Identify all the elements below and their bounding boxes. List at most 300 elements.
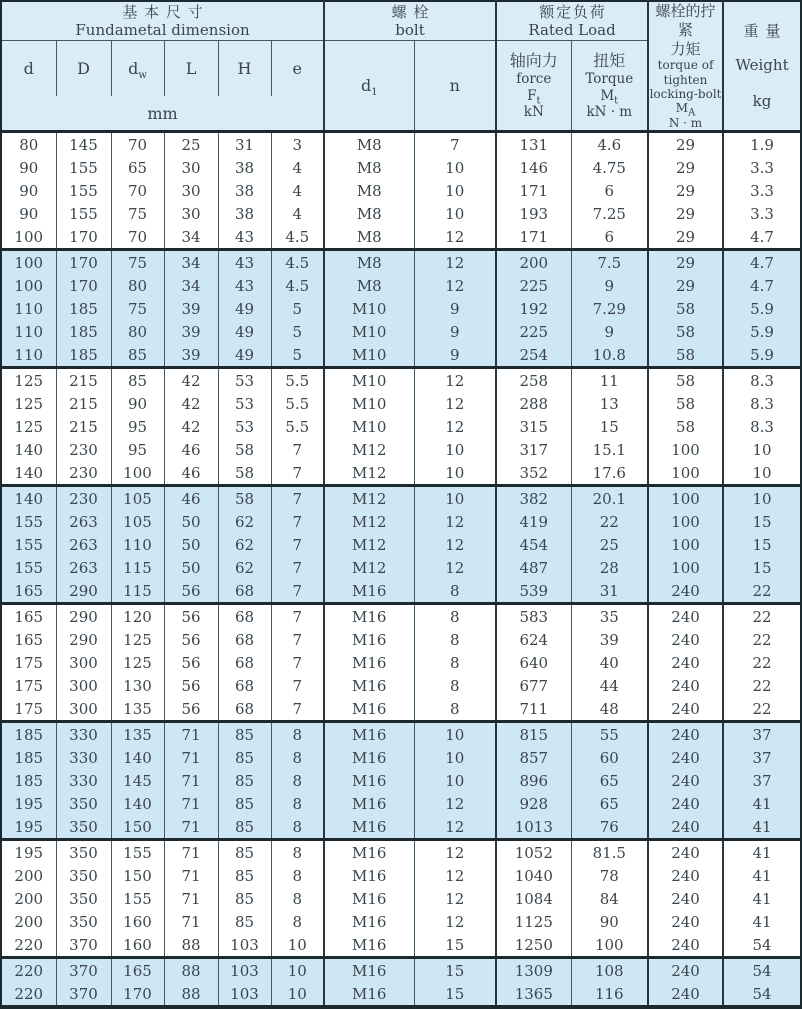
cell: 37 <box>723 769 801 792</box>
cell: 125 <box>111 628 164 651</box>
cell: 103 <box>218 982 271 1007</box>
cell: 10 <box>414 722 496 747</box>
cell: 22 <box>571 510 648 533</box>
cell: 4.75 <box>571 156 648 179</box>
cell: 240 <box>648 722 723 747</box>
cell: 1125 <box>496 910 571 933</box>
cell: 185 <box>1 722 56 747</box>
cell: 12 <box>414 225 496 250</box>
cell: 39 <box>164 343 218 368</box>
cell: 103 <box>218 958 271 983</box>
cell: 7 <box>271 674 324 697</box>
cell: 70 <box>111 132 164 157</box>
cell: 7 <box>271 628 324 651</box>
cell: 350 <box>56 815 111 840</box>
cell: 43 <box>218 225 271 250</box>
table-row <box>1 438 801 461</box>
cell: 7.5 <box>571 250 648 275</box>
cell: 29 <box>648 179 723 202</box>
cell: 7 <box>271 579 324 604</box>
cell: 37 <box>723 722 801 747</box>
cell: 105 <box>111 510 164 533</box>
cell: 125 <box>111 651 164 674</box>
cell: 135 <box>111 722 164 747</box>
cell: 4.7 <box>723 274 801 297</box>
cell: 4.5 <box>271 274 324 297</box>
cell: 8 <box>271 910 324 933</box>
table-row <box>1 769 801 792</box>
cell: M8 <box>324 132 414 157</box>
cell: 120 <box>111 604 164 629</box>
cell: 125 <box>1 368 56 393</box>
cell: M8 <box>324 250 414 275</box>
cell: 12 <box>414 533 496 556</box>
cell: 140 <box>111 792 164 815</box>
cell: 1013 <box>496 815 571 840</box>
col-H: H <box>218 41 271 97</box>
cell: 46 <box>164 461 218 486</box>
cell: 100 <box>648 556 723 579</box>
cell: 12 <box>414 792 496 815</box>
cell: 5.9 <box>723 343 801 368</box>
cell: 12 <box>414 887 496 910</box>
cell: 22 <box>723 579 801 604</box>
cell: 30 <box>164 156 218 179</box>
cell: 315 <box>496 415 571 438</box>
cell: 130 <box>111 674 164 697</box>
cell: 3.3 <box>723 156 801 179</box>
cell: 1052 <box>496 840 571 865</box>
header-bolt-zh: 螺栓 <box>391 2 436 21</box>
cell: 30 <box>164 202 218 225</box>
cell: 85 <box>218 722 271 747</box>
cell: 370 <box>56 933 111 958</box>
cell: 68 <box>218 697 271 722</box>
col-D: D <box>56 41 111 97</box>
cell: 125 <box>1 392 56 415</box>
table-row <box>1 933 801 958</box>
table-row <box>1 202 801 225</box>
cell: M16 <box>324 958 414 983</box>
table-row <box>1 982 801 1007</box>
cell: 100 <box>1 225 56 250</box>
cell: 58 <box>648 415 723 438</box>
cell: 5.5 <box>271 368 324 393</box>
cell: 857 <box>496 746 571 769</box>
cell: 487 <box>496 556 571 579</box>
cell: 22 <box>723 674 801 697</box>
cell: M16 <box>324 651 414 674</box>
cell: 193 <box>496 202 571 225</box>
cell: 9 <box>414 297 496 320</box>
cell: 85 <box>218 815 271 840</box>
cell: M16 <box>324 864 414 887</box>
cell: 15 <box>723 510 801 533</box>
cell: 200 <box>1 864 56 887</box>
table-row <box>1 486 801 511</box>
cell: M16 <box>324 697 414 722</box>
cell: 7 <box>271 510 324 533</box>
cell: 165 <box>1 628 56 651</box>
cell: M16 <box>324 933 414 958</box>
cell: 75 <box>111 250 164 275</box>
cell: M8 <box>324 179 414 202</box>
cell: 7.29 <box>571 297 648 320</box>
cell: 5.5 <box>271 415 324 438</box>
cell: 370 <box>56 958 111 983</box>
cell: 50 <box>164 533 218 556</box>
cell: 145 <box>56 132 111 157</box>
cell: 11 <box>571 368 648 393</box>
cell: M16 <box>324 722 414 747</box>
cell: M12 <box>324 510 414 533</box>
cell: 71 <box>164 840 218 865</box>
cell: 65 <box>111 156 164 179</box>
cell: 220 <box>1 933 56 958</box>
cell: 8.3 <box>723 392 801 415</box>
cell: 155 <box>1 510 56 533</box>
cell: 62 <box>218 533 271 556</box>
cell: 4.5 <box>271 225 324 250</box>
col-dw: $d_w$ <box>111 41 164 97</box>
cell: 42 <box>164 392 218 415</box>
cell: 88 <box>164 933 218 958</box>
cell: 76 <box>571 815 648 840</box>
table-row <box>1 579 801 604</box>
table-body <box>1 132 801 1008</box>
cell: 155 <box>1 533 56 556</box>
cell: 5 <box>271 343 324 368</box>
col-d1: $d_1$ <box>324 41 414 132</box>
cell: 85 <box>218 746 271 769</box>
cell: M16 <box>324 792 414 815</box>
cell: 110 <box>1 343 56 368</box>
cell: 240 <box>648 864 723 887</box>
cell: 220 <box>1 982 56 1007</box>
cell: 8 <box>414 697 496 722</box>
header-locking-torque-en2: tighten <box>663 72 708 87</box>
cell: 65 <box>571 792 648 815</box>
cell: 44 <box>571 674 648 697</box>
cell: 171 <box>496 225 571 250</box>
cell: 160 <box>111 910 164 933</box>
table-row <box>1 274 801 297</box>
cell: 15.1 <box>571 438 648 461</box>
cell: 71 <box>164 887 218 910</box>
cell: 300 <box>56 697 111 722</box>
cell: 8 <box>271 746 324 769</box>
cell: 15 <box>571 415 648 438</box>
cell: 71 <box>164 792 218 815</box>
cell: M10 <box>324 392 414 415</box>
cell: 7 <box>271 438 324 461</box>
cell: M16 <box>324 840 414 865</box>
cell: 263 <box>56 533 111 556</box>
cell: 195 <box>1 840 56 865</box>
cell: 8 <box>414 579 496 604</box>
cell: 41 <box>723 840 801 865</box>
cell: 7 <box>271 533 324 556</box>
cell: 10.8 <box>571 343 648 368</box>
cell: 56 <box>164 604 218 629</box>
cell: 56 <box>164 579 218 604</box>
cell: 240 <box>648 792 723 815</box>
cell: 12 <box>414 250 496 275</box>
cell: 58 <box>648 392 723 415</box>
cell: 46 <box>164 438 218 461</box>
table-row <box>1 697 801 722</box>
cell: 48 <box>571 697 648 722</box>
cell: 15 <box>414 982 496 1007</box>
cell: 58 <box>648 368 723 393</box>
cell: 108 <box>571 958 648 983</box>
cell: 49 <box>218 297 271 320</box>
cell: 25 <box>571 533 648 556</box>
cell: 539 <box>496 579 571 604</box>
cell: 39 <box>164 297 218 320</box>
cell: 56 <box>164 697 218 722</box>
header-locking-torque-unit: N · m <box>668 115 703 130</box>
table-row <box>1 746 801 769</box>
cell: 90 <box>111 392 164 415</box>
cell: 185 <box>56 343 111 368</box>
cell: 185 <box>56 320 111 343</box>
cell: 42 <box>164 368 218 393</box>
cell: 350 <box>56 840 111 865</box>
cell: 80 <box>1 132 56 157</box>
cell: 290 <box>56 579 111 604</box>
cell: 290 <box>56 628 111 651</box>
cell: 382 <box>496 486 571 511</box>
header-weight-unit: kg <box>752 92 772 111</box>
cell: 53 <box>218 368 271 393</box>
cell: 240 <box>648 982 723 1007</box>
cell: 41 <box>723 792 801 815</box>
cell: M8 <box>324 274 414 297</box>
cell: 9 <box>571 320 648 343</box>
table-row <box>1 792 801 815</box>
cell: 240 <box>648 651 723 674</box>
cell: M8 <box>324 225 414 250</box>
cell: 350 <box>56 910 111 933</box>
cell: 5 <box>271 297 324 320</box>
col-d: d <box>1 41 56 97</box>
cell: 56 <box>164 628 218 651</box>
cell: 12 <box>414 392 496 415</box>
cell: 8 <box>414 628 496 651</box>
cell: 31 <box>218 132 271 157</box>
cell: 46 <box>164 486 218 511</box>
cell: 240 <box>648 674 723 697</box>
cell: M10 <box>324 320 414 343</box>
cell: 100 <box>648 486 723 511</box>
cell: 7 <box>271 556 324 579</box>
cell: 195 <box>1 792 56 815</box>
cell: 29 <box>648 202 723 225</box>
table-row <box>1 392 801 415</box>
table-row <box>1 320 801 343</box>
cell: 288 <box>496 392 571 415</box>
cell: 896 <box>496 769 571 792</box>
cell: 60 <box>571 746 648 769</box>
cell: 10 <box>414 769 496 792</box>
cell: 78 <box>571 864 648 887</box>
cell: 58 <box>648 343 723 368</box>
cell: 62 <box>218 510 271 533</box>
cell: 165 <box>111 958 164 983</box>
cell: 240 <box>648 746 723 769</box>
cell: 15 <box>723 556 801 579</box>
cell: 29 <box>648 225 723 250</box>
cell: 85 <box>111 343 164 368</box>
cell: 115 <box>111 579 164 604</box>
cell: 200 <box>1 910 56 933</box>
cell: 240 <box>648 840 723 865</box>
cell: 350 <box>56 792 111 815</box>
cell: 58 <box>648 297 723 320</box>
cell: 175 <box>1 697 56 722</box>
cell: 7 <box>271 697 324 722</box>
cell: 195 <box>1 815 56 840</box>
cell: 100 <box>648 438 723 461</box>
header-fundamental-dimension <box>1 1 324 41</box>
cell: M10 <box>324 415 414 438</box>
cell: 12 <box>414 510 496 533</box>
table-row <box>1 887 801 910</box>
cell: 155 <box>56 156 111 179</box>
cell: 8 <box>414 604 496 629</box>
cell: 37 <box>723 746 801 769</box>
cell: 640 <box>496 651 571 674</box>
cell: 240 <box>648 958 723 983</box>
cell: 115 <box>111 556 164 579</box>
cell: 29 <box>648 250 723 275</box>
cell: 4.6 <box>571 132 648 157</box>
table-row <box>1 297 801 320</box>
table-row <box>1 368 801 393</box>
cell: 8 <box>414 651 496 674</box>
cell: M16 <box>324 628 414 651</box>
cell: 100 <box>571 933 648 958</box>
cell: 71 <box>164 769 218 792</box>
cell: 12 <box>414 840 496 865</box>
table-row <box>1 156 801 179</box>
table-row <box>1 343 801 368</box>
cell: 240 <box>648 933 723 958</box>
cell: 100 <box>648 533 723 556</box>
cell: 15 <box>414 958 496 983</box>
cell: 38 <box>218 202 271 225</box>
cell: 145 <box>111 769 164 792</box>
cell: 9 <box>414 343 496 368</box>
cell: 175 <box>1 674 56 697</box>
cell: 1.9 <box>723 132 801 157</box>
cell: 10 <box>723 461 801 486</box>
cell: 29 <box>648 274 723 297</box>
cell: 215 <box>56 392 111 415</box>
cell: 9 <box>414 320 496 343</box>
table-row <box>1 250 801 275</box>
cell: 85 <box>218 910 271 933</box>
cell: 165 <box>1 604 56 629</box>
cell: 215 <box>56 415 111 438</box>
cell: 170 <box>56 250 111 275</box>
cell: 81.5 <box>571 840 648 865</box>
cell: 5.9 <box>723 297 801 320</box>
cell: 12 <box>414 864 496 887</box>
cell: 165 <box>1 579 56 604</box>
cell: 300 <box>56 651 111 674</box>
cell: 350 <box>56 887 111 910</box>
cell: 34 <box>164 225 218 250</box>
col-e: e <box>271 41 324 97</box>
header-weight-zh: 重量 <box>743 22 788 41</box>
cell: 258 <box>496 368 571 393</box>
cell: 100 <box>648 461 723 486</box>
table-row <box>1 225 801 250</box>
table-row <box>1 840 801 865</box>
cell: 330 <box>56 746 111 769</box>
cell: 4 <box>271 202 324 225</box>
cell: 53 <box>218 415 271 438</box>
cell: 8.3 <box>723 415 801 438</box>
col-L: L <box>164 41 218 97</box>
cell: 68 <box>218 628 271 651</box>
header-fundamental-dimension-zh: 基本尺寸 <box>122 2 210 21</box>
cell: M16 <box>324 604 414 629</box>
cell: M12 <box>324 486 414 511</box>
cell: 240 <box>648 769 723 792</box>
cell: 230 <box>56 486 111 511</box>
cell: 583 <box>496 604 571 629</box>
cell: 10 <box>414 156 496 179</box>
cell: 41 <box>723 887 801 910</box>
cell: 6 <box>571 179 648 202</box>
cell: 85 <box>218 840 271 865</box>
cell: 85 <box>218 864 271 887</box>
cell: 43 <box>218 250 271 275</box>
cell: 100 <box>1 250 56 275</box>
cell: 140 <box>1 461 56 486</box>
header-locking-torque-zh2: 力矩 <box>670 39 701 58</box>
cell: M12 <box>324 438 414 461</box>
cell: 4 <box>271 179 324 202</box>
cell: 3.3 <box>723 202 801 225</box>
cell: 90 <box>1 202 56 225</box>
cell: 200 <box>1 887 56 910</box>
cell: 90 <box>1 156 56 179</box>
cell: 330 <box>56 769 111 792</box>
cell: M12 <box>324 461 414 486</box>
table-row <box>1 132 801 157</box>
cell: 41 <box>723 864 801 887</box>
cell: 7.25 <box>571 202 648 225</box>
cell: 454 <box>496 533 571 556</box>
cell: 8 <box>271 769 324 792</box>
cell: M16 <box>324 674 414 697</box>
cell: 10 <box>723 486 801 511</box>
cell: 225 <box>496 320 571 343</box>
cell: 12 <box>414 368 496 393</box>
cell: 35 <box>571 604 648 629</box>
cell: 4.7 <box>723 225 801 250</box>
cell: 50 <box>164 556 218 579</box>
cell: 71 <box>164 815 218 840</box>
cell: 4.5 <box>271 250 324 275</box>
cell: 12 <box>414 415 496 438</box>
cell: 1365 <box>496 982 571 1007</box>
cell: 10 <box>414 179 496 202</box>
